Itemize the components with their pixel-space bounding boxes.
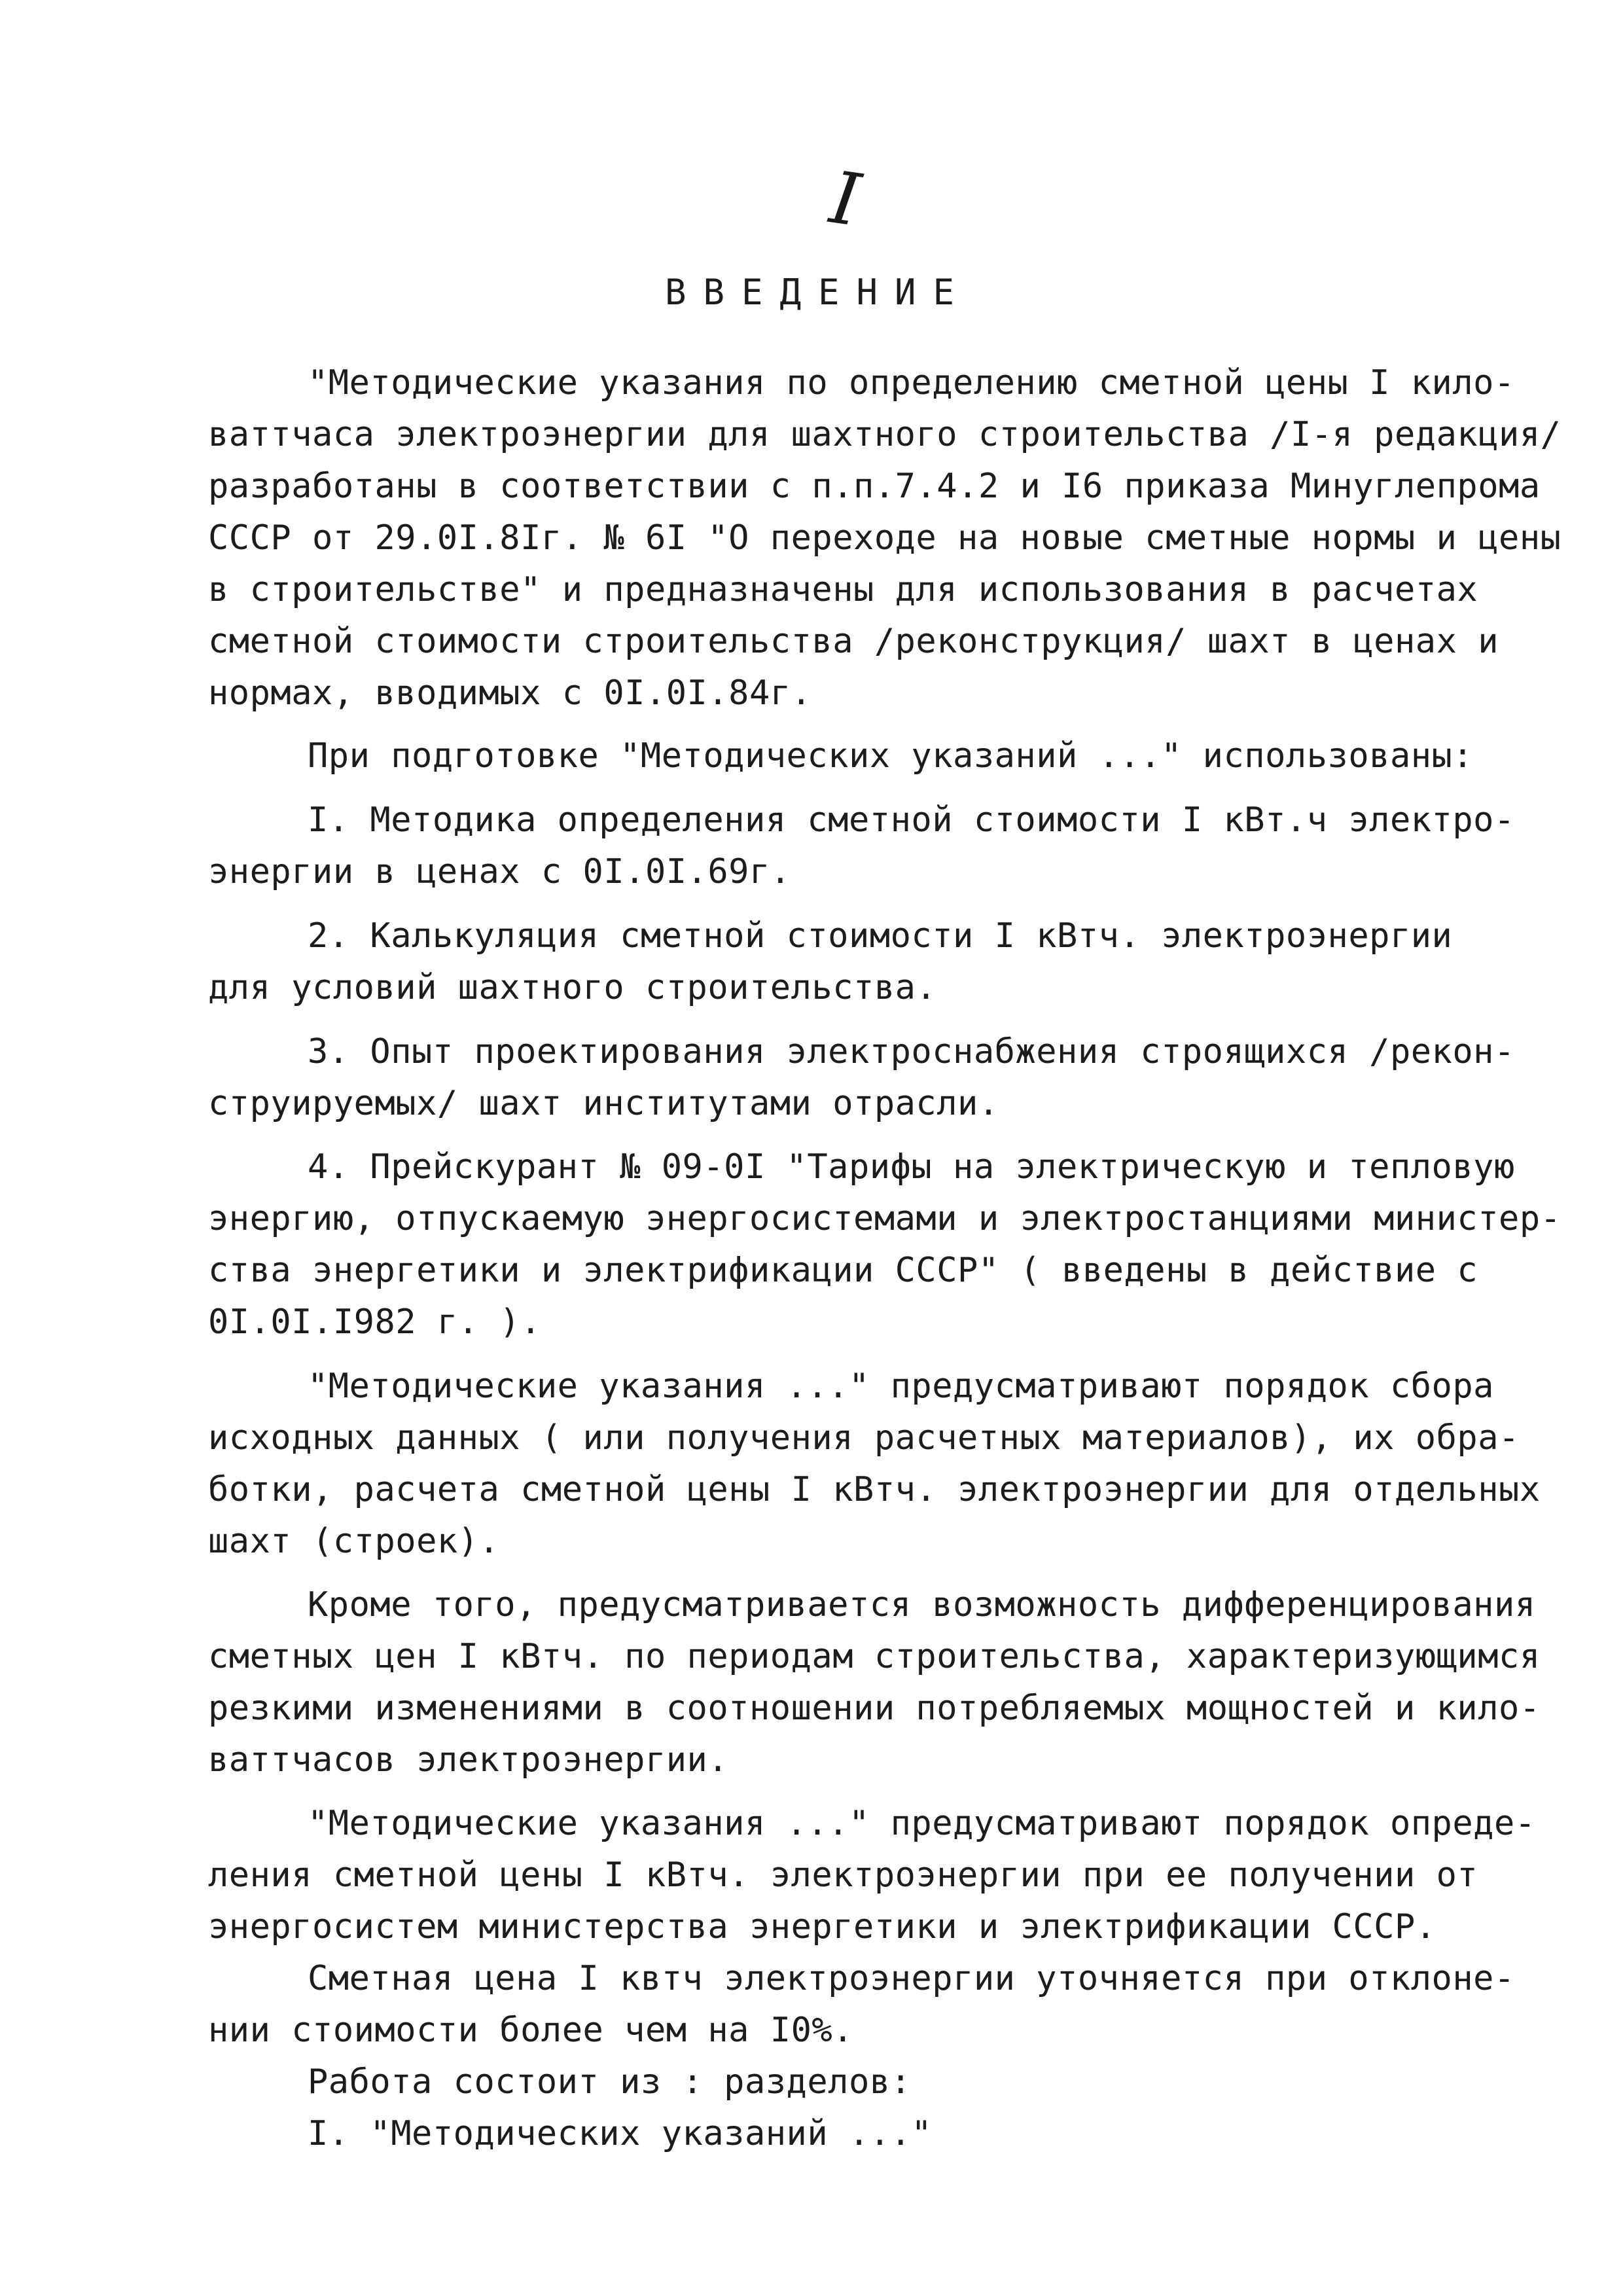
text-line: Работа состоит из : разделов: xyxy=(308,2062,912,2102)
text-line: резкими изменениями в соотношении потребляемых мощностей и кило- xyxy=(208,1689,1541,1728)
text-line: При подготовке "Методических указаний ..." использованы: xyxy=(308,736,1474,776)
page-title: ВВЕДЕНИЕ xyxy=(664,272,972,313)
text-line: ваттчаса электроэнергии для шахтного строительства /I-я редакция/ xyxy=(208,415,1561,454)
text-line: энергию, отпускаемую энергосистемами и электростанциями министер- xyxy=(208,1199,1561,1238)
list-item: 4. Прейскурант № 09-0I "Тарифы на электрическую и тепловую xyxy=(308,1147,1515,1187)
text-line: Сметная цена I квтч электроэнергии уточняется при отклоне- xyxy=(308,1959,1515,1998)
text-line: "Методические указания ..." предусматривают порядок сбора xyxy=(308,1367,1494,1406)
text-line: энергосистем министерства энергетики и электрификации СССР. xyxy=(208,1907,1436,1946)
text-line: шахт (строек). xyxy=(208,1522,500,1561)
text-line: ваттчасов электроэнергии. xyxy=(208,1740,729,1780)
text-line: Кроме того, предусматривается возможность дифференцирования xyxy=(308,1585,1536,1624)
text-line: "Методические указания по определению сметной цены I кило- xyxy=(308,363,1515,403)
text-line: сметных цен I кВтч. по периодам строительства, характеризующимся xyxy=(208,1637,1541,1676)
text-line: "Методические указания ..." предусматривают порядок опреде- xyxy=(308,1804,1536,1843)
text-line: сметной стоимости строительства /реконструкция/ шахт в ценах и xyxy=(208,622,1499,661)
list-item: 3. Опыт проектирования электроснабжения строящихся /рекон- xyxy=(308,1032,1515,1071)
text-line: нормах, вводимых с 0I.0I.84г. xyxy=(208,673,812,713)
text-line: нии стоимости более чем на I0%. xyxy=(208,2011,854,2050)
text-line: струируемых/ шахт институтами отрасли. xyxy=(208,1084,999,1123)
text-line: ства энергетики и электрификации СССР" ( введены в действие с xyxy=(208,1251,1478,1290)
text-line: ления сметной цены I кВтч. электроэнергии при ее получении от xyxy=(208,1856,1478,1895)
list-item: I. "Методических указаний ..." xyxy=(308,2114,933,2153)
text-line: 0I.0I.I982 г. ). xyxy=(208,1302,541,1342)
text-line: исходных данных ( или получения расчетных материалов), их обра- xyxy=(208,1418,1520,1458)
text-line: энергии в ценах с 0I.0I.69г. xyxy=(208,852,791,891)
list-item: I. Методика определения сметной стоимости I кВт.ч электро- xyxy=(308,800,1515,840)
text-line: в строительстве" и предназначены для использования в расчетах xyxy=(208,570,1478,609)
text-line: ботки, расчета сметной цены I кВтч. электроэнергии для отдельных xyxy=(208,1470,1541,1509)
text-line: СССР от 29.0I.8Iг. № 6I "О переходе на новые сметные нормы и цены xyxy=(208,518,1561,558)
text-line: для условий шахтного строительства. xyxy=(208,968,937,1007)
text-line: разработаны в соответствии с п.п.7.4.2 и I6 приказа Минуглепрома xyxy=(208,467,1541,506)
page-number: I xyxy=(825,155,866,243)
list-item: 2. Калькуляция сметной стоимости I кВтч. электроэнергии xyxy=(308,916,1453,956)
